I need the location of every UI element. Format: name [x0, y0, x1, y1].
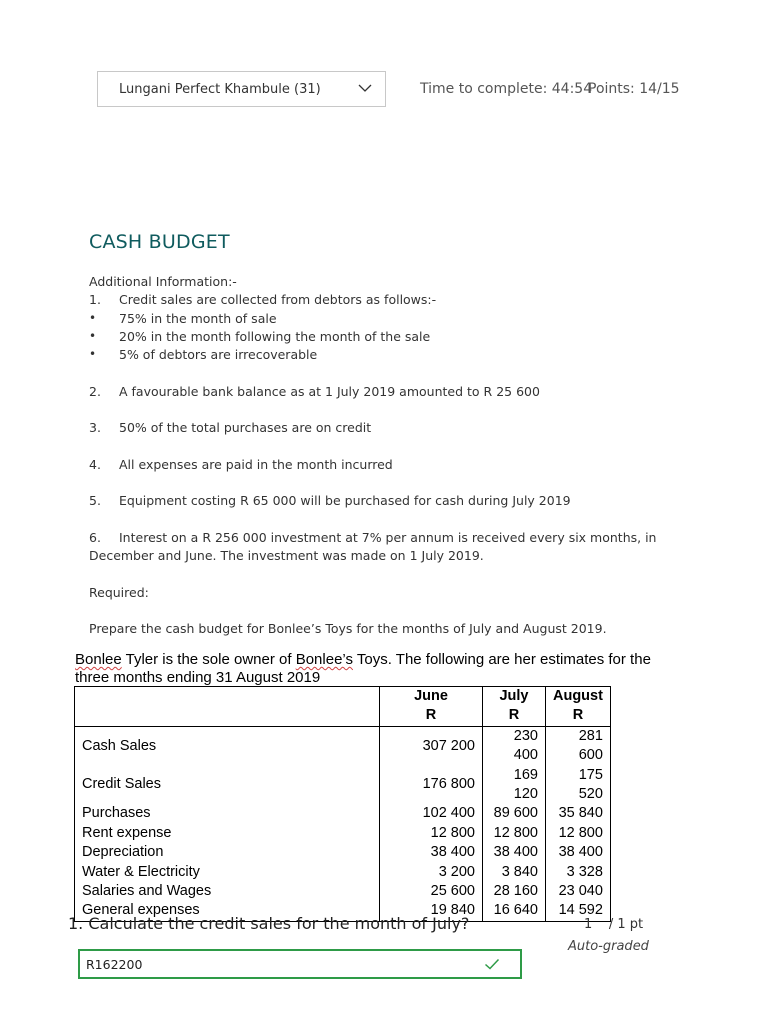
- cell-value: 89 600: [483, 804, 546, 823]
- score-total: / 1 pt: [608, 917, 644, 932]
- cell-value: 102 400: [380, 804, 483, 823]
- item-text: A favourable bank balance as at 1 July 2019 amounted to R 25 600: [119, 384, 540, 399]
- currency-label: R: [483, 706, 546, 726]
- section-title: CASH BUDGET: [89, 231, 230, 253]
- table-row: [75, 843, 611, 862]
- cell-value: 25 600: [380, 882, 483, 901]
- points-total: Points: 14/15: [588, 81, 680, 97]
- table-row: [75, 863, 611, 882]
- user-dropdown[interactable]: [97, 71, 386, 107]
- bullet-text: 20% in the month following the month of the sale: [119, 329, 431, 344]
- header-blank: [75, 687, 380, 707]
- table-row: [75, 804, 611, 823]
- estimates-table: [74, 686, 611, 922]
- question-text: 1. Calculate the credit sales for the month of July?: [68, 914, 470, 933]
- bullet-text: 75% in the month of sale: [119, 311, 277, 326]
- cell-value: 28 160: [483, 882, 546, 901]
- header-blank: [75, 706, 380, 726]
- grading-mode: Auto-graded: [568, 939, 649, 954]
- item-text: Credit sales are collected from debtors as follows:-: [119, 292, 437, 307]
- cell-value: 12 800: [546, 824, 611, 843]
- cell-value: 14 592: [546, 901, 611, 921]
- question-score: [584, 917, 643, 932]
- col-header-august: August: [546, 687, 611, 707]
- item-number: 2.: [89, 384, 101, 399]
- item-number: 5.: [89, 493, 101, 508]
- item-text: 50% of the total purchases are on credit: [119, 420, 372, 435]
- item-text: All expenses are paid in the month incurred: [119, 457, 393, 472]
- intro-text: Tyler is the sole owner of: [121, 651, 296, 668]
- cell-value: 169 120: [483, 766, 546, 805]
- cell-value: 38 400: [546, 843, 611, 862]
- required-text: Prepare the cash budget for Bonlee’s Toys for the months of July and August 2019.: [89, 621, 607, 636]
- answer-field[interactable]: [78, 949, 522, 979]
- cell-value: 35 840: [546, 804, 611, 823]
- user-name: Lungani Perfect Khambule (31): [119, 82, 321, 97]
- col-header-june: June: [380, 687, 483, 707]
- table-currency-row: [75, 706, 611, 726]
- bullet: •: [89, 347, 97, 361]
- cell-value: 176 800: [380, 766, 483, 805]
- cell-value: 175 520: [546, 766, 611, 805]
- required-label: Required:: [89, 585, 149, 600]
- cell-value: 12 800: [483, 824, 546, 843]
- cell-value: 19 840: [380, 901, 483, 921]
- row-label: Rent expense: [75, 824, 380, 843]
- intro-line-1: [75, 651, 651, 668]
- cell-value: 38 400: [380, 843, 483, 862]
- item-number: 4.: [89, 457, 101, 472]
- cell-value: 281 600: [546, 726, 611, 765]
- intro-name: Bonlee: [75, 651, 122, 668]
- row-label: Depreciation: [75, 843, 380, 862]
- cell-value: 16 640: [483, 901, 546, 921]
- cell-value: 12 800: [380, 824, 483, 843]
- additional-info-label: Additional Information:-: [89, 274, 237, 289]
- currency-label: R: [380, 706, 483, 726]
- row-label: Purchases: [75, 804, 380, 823]
- cell-value: 23 040: [546, 882, 611, 901]
- cell-value: 38 400: [483, 843, 546, 862]
- row-label: Water & Electricity: [75, 863, 380, 882]
- cell-value: 3 328: [546, 863, 611, 882]
- row-label: Credit Sales: [75, 766, 380, 805]
- cell-value: 307 200: [380, 726, 483, 765]
- chevron-down-icon: [358, 81, 372, 95]
- item-number: 3.: [89, 420, 101, 435]
- currency-label: R: [546, 706, 611, 726]
- row-label: Salaries and Wages: [75, 882, 380, 901]
- table-row: [75, 726, 611, 765]
- intro-line-2: three months ending 31 August 2019: [75, 669, 321, 686]
- item-text: Interest on a R 256 000 investment at 7% per annum is received every six months, in: [119, 530, 657, 545]
- item-number: 6.: [89, 530, 101, 545]
- cell-value: 3 840: [483, 863, 546, 882]
- item-text: Equipment costing R 65 000 will be purchased for cash during July 2019: [119, 493, 571, 508]
- col-header-july: July: [483, 687, 546, 707]
- intro-text: Toys. The following are her estimates for the: [352, 651, 651, 668]
- cell-value: 230 400: [483, 726, 546, 765]
- table-row: [75, 824, 611, 843]
- table-row: [75, 882, 611, 901]
- item-number: 1.: [89, 292, 101, 307]
- table-row: [75, 766, 611, 805]
- bullet: •: [89, 329, 97, 343]
- intro-name-possessive: Bonlee’s: [295, 651, 353, 668]
- item-text-continued: December and June. The investment was made on 1 July 2019.: [89, 548, 484, 563]
- bullet: •: [89, 311, 97, 325]
- cell-value: 3 200: [380, 863, 483, 882]
- answer-value: R162200: [86, 957, 143, 972]
- table-header-row: [75, 687, 611, 707]
- row-label: General expenses: [75, 901, 380, 921]
- row-label: Cash Sales: [75, 726, 380, 765]
- time-remaining: Time to complete: 44:54: [420, 81, 593, 97]
- score-earned: 1: [584, 917, 593, 932]
- bullet-text: 5% of debtors are irrecoverable: [119, 347, 318, 362]
- correct-check-icon: [484, 957, 500, 971]
